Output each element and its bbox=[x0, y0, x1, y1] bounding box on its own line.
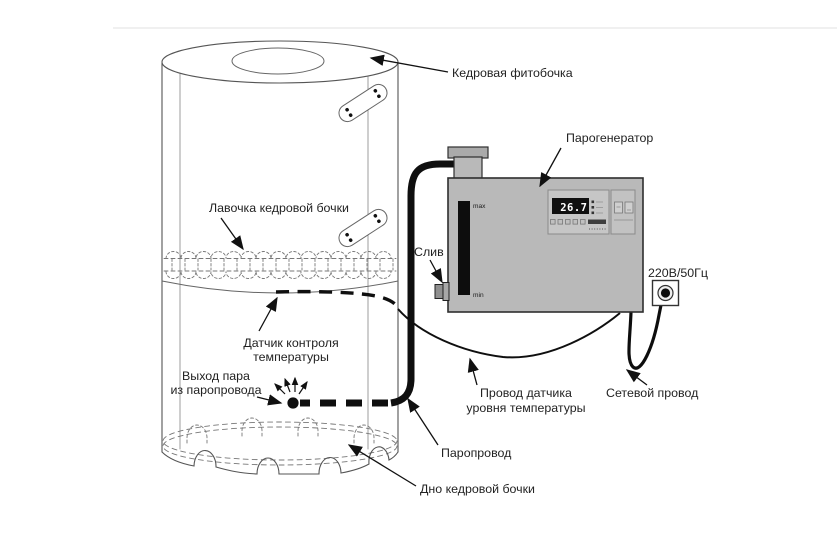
label-temp-sensor-1: Датчик контроля bbox=[243, 336, 339, 350]
label-steam-exit-1: Выход пара bbox=[182, 369, 250, 383]
leader-barrel-bottom bbox=[349, 445, 416, 486]
steam-generator bbox=[435, 147, 643, 312]
barrel-hinge-upper bbox=[336, 81, 391, 125]
label-steam-exit-2: из паропровода bbox=[170, 383, 262, 397]
barrel-bottom-rim bbox=[163, 418, 397, 465]
drain-outlet bbox=[435, 283, 449, 301]
control-panel bbox=[548, 190, 609, 234]
sub-panel-button-1[interactable] bbox=[615, 202, 623, 213]
leader-sensor-wire bbox=[470, 359, 477, 385]
gauge-min-label: min bbox=[473, 292, 484, 299]
sensor-wire bbox=[398, 309, 620, 357]
leader-power-cord bbox=[627, 370, 647, 385]
gauge-max-label: max bbox=[473, 203, 486, 210]
barrel-top-opening bbox=[232, 48, 324, 74]
water-level-gauge bbox=[458, 201, 470, 295]
label-power-cord: Сетевой провод bbox=[606, 386, 699, 400]
label-steam-pipe: Паропровод bbox=[441, 446, 512, 460]
label-sensor-wire-1: Провод датчика bbox=[480, 386, 572, 400]
leader-temp-sensor bbox=[259, 298, 277, 331]
label-sensor-wire-2: уровня температуры bbox=[466, 401, 586, 415]
leader-bench bbox=[221, 218, 243, 249]
temp-sensor-dashed-wire bbox=[276, 292, 399, 309]
panel-slider[interactable] bbox=[588, 220, 606, 225]
leader-drain bbox=[430, 260, 442, 282]
steam-arrows bbox=[275, 378, 307, 394]
cedar-barrel bbox=[162, 41, 398, 474]
inlet-fitting bbox=[454, 157, 482, 179]
leader-steam-exit bbox=[257, 397, 281, 403]
plug bbox=[661, 288, 670, 297]
power-sub-panel bbox=[611, 190, 635, 234]
leader-steam-pipe bbox=[408, 399, 438, 445]
barrel-bench bbox=[162, 252, 398, 293]
label-power-socket: 220В/50Гц bbox=[648, 266, 708, 280]
temperature-display-value: 26.7 bbox=[560, 202, 588, 214]
steam-outlet-dot bbox=[287, 397, 298, 408]
label-generator: Парогенератор bbox=[566, 131, 654, 145]
label-bench: Лавочка кедровой бочки bbox=[209, 201, 349, 215]
label-temp-sensor-2: температуры bbox=[253, 350, 329, 364]
label-barrel: Кедровая фитобочка bbox=[452, 66, 573, 80]
sub-panel-button-2[interactable] bbox=[625, 202, 633, 213]
inlet-fitting-cap bbox=[448, 147, 488, 158]
wall-socket bbox=[653, 281, 679, 306]
label-drain: Слив bbox=[414, 245, 444, 259]
display-indicator-leds bbox=[592, 201, 595, 215]
label-barrel-bottom: Дно кедровой бочки bbox=[420, 482, 535, 496]
